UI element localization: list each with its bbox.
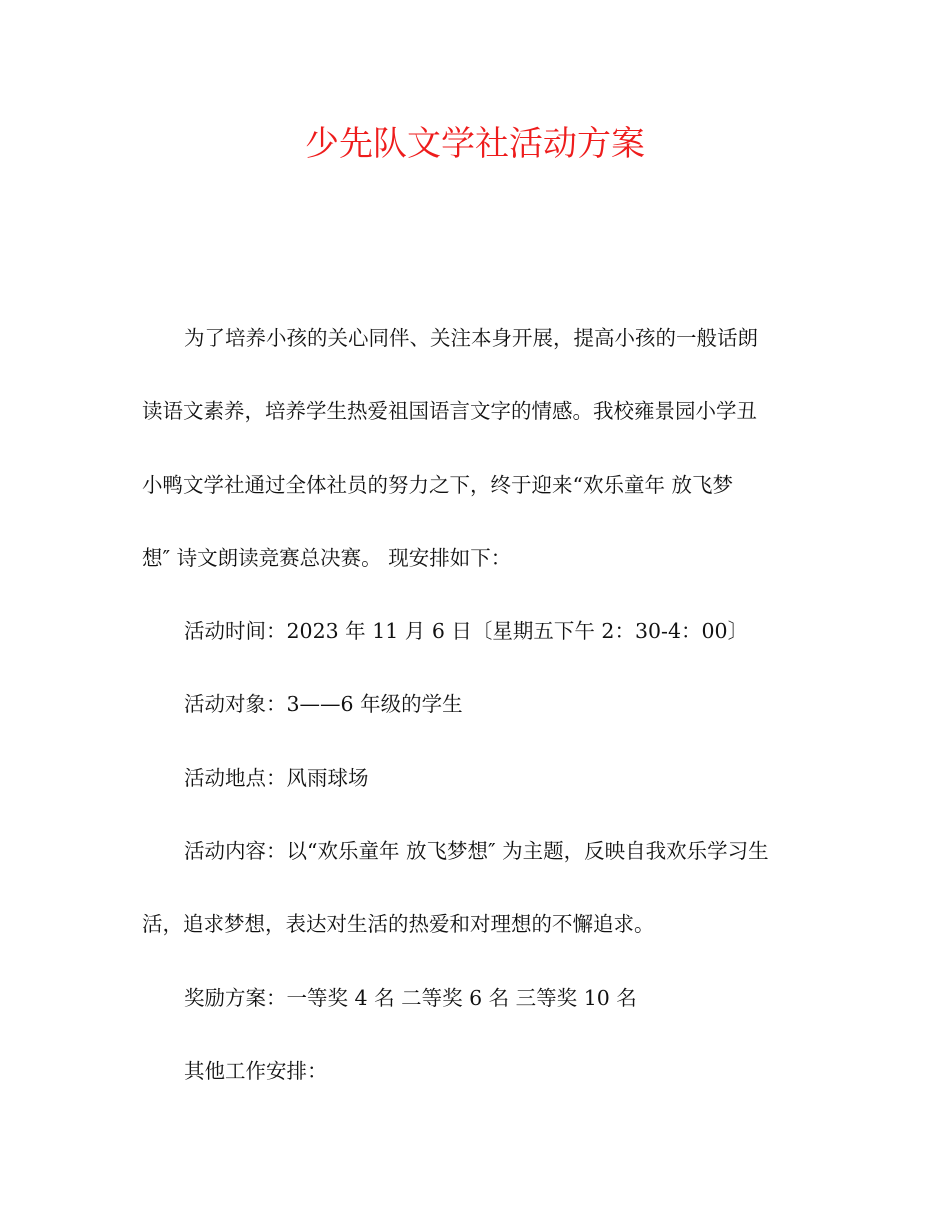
paragraph-intro-line-3: 小鸭文学社通过全体社员的努力之下，终于迎来“欢乐童年 放飞梦 bbox=[142, 472, 733, 497]
activity-target: 活动对象：3——6 年级的学生 bbox=[184, 692, 463, 717]
document-body bbox=[142, 314, 822, 1120]
activity-content-line-2: 活，追求梦想，表达对生活的热爱和对理想的不懈追求。 bbox=[142, 912, 655, 937]
activity-location: 活动地点：风雨球场 bbox=[184, 765, 369, 790]
paragraph-intro-line-1: 为了培养小孩的关心同伴、关注本身开展，提高小孩的一般话朗 bbox=[184, 326, 758, 350]
activity-time: 活动时间：2023 年 11 月 6 日〔星期五下午 2：30-4：00〕 bbox=[184, 619, 749, 644]
award-plan: 奖励方案：一等奖 4 名 二等奖 6 名 三等奖 10 名 bbox=[184, 985, 637, 1010]
paragraph-intro-line-4: 想″ 诗文朗读竞赛总决赛。 现安排如下： bbox=[142, 545, 512, 570]
document-title: 少先队文学社活动方案 bbox=[305, 124, 645, 164]
other-arrangements: 其他工作安排： bbox=[184, 1058, 328, 1083]
paragraph-intro-line-2: 读语文素养，培养学生热爱祖国语言文字的情感。我校雍景园小学丑 bbox=[142, 399, 757, 424]
activity-content-line-1: 活动内容：以“欢乐童年 放飞梦想″ 为主题，反映自我欢乐学习生 bbox=[184, 839, 769, 864]
